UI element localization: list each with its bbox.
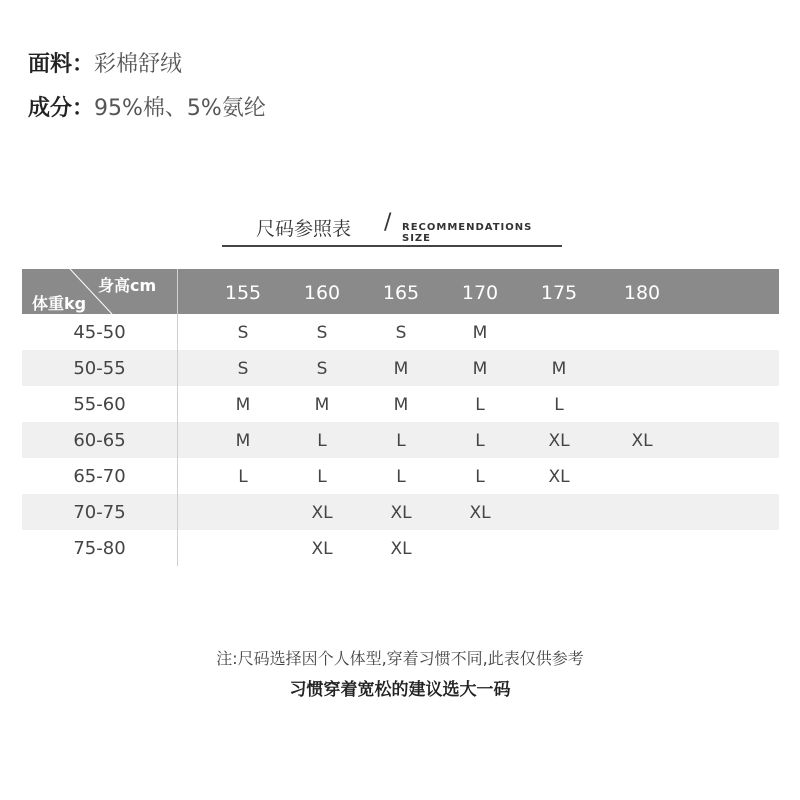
size-cell: XL <box>631 431 653 451</box>
size-cell: XL <box>390 503 412 523</box>
title-slash: / <box>384 210 392 235</box>
row-divider <box>177 422 178 458</box>
weight-axis-label: 体重kg <box>32 294 87 313</box>
table-row <box>22 350 779 386</box>
size-cell: L <box>317 467 327 487</box>
composition-label: 成分： <box>28 96 95 121</box>
size-cell: XL <box>390 539 412 559</box>
size-table-header <box>22 269 779 314</box>
weight-range: 55-60 <box>73 394 126 415</box>
size-cell: L <box>475 467 485 487</box>
table-row <box>22 494 779 530</box>
size-cell: L <box>475 431 485 451</box>
size-recommendation: 习惯穿着宽松的建议选大一码 <box>289 680 511 700</box>
weight-range: 60-65 <box>73 430 126 451</box>
size-table-body <box>22 314 779 566</box>
size-cell: M <box>235 431 251 451</box>
size-cell: S <box>316 323 328 343</box>
material-line <box>28 47 182 78</box>
table-row <box>22 386 779 422</box>
size-cell: L <box>317 431 327 451</box>
size-cell: S <box>395 323 407 343</box>
height-header: 170 <box>461 282 499 304</box>
size-cell: M <box>393 359 409 379</box>
size-cell: XL <box>548 431 570 451</box>
height-axis-label: 身高cm <box>98 276 157 295</box>
row-divider <box>177 458 178 494</box>
row-divider <box>177 494 178 530</box>
size-cell: S <box>237 359 249 379</box>
size-cell: M <box>472 359 488 379</box>
size-cell: M <box>235 395 251 415</box>
title-underline <box>222 245 562 247</box>
weight-range: 50-55 <box>73 358 126 379</box>
size-cell: L <box>554 395 564 415</box>
size-cell: S <box>316 359 328 379</box>
size-cell: L <box>396 467 406 487</box>
table-row <box>22 422 779 458</box>
weight-range: 45-50 <box>73 322 126 343</box>
material-value: 彩棉舒绒 <box>94 52 183 77</box>
size-cell: XL <box>469 503 491 523</box>
material-label: 面料： <box>28 52 95 77</box>
size-cell: M <box>314 395 330 415</box>
height-header: 165 <box>382 282 420 304</box>
size-chart-title <box>222 212 562 246</box>
row-divider <box>177 530 178 566</box>
composition-line <box>28 91 266 122</box>
table-row <box>22 530 779 566</box>
size-cell: L <box>238 467 248 487</box>
height-header: 155 <box>224 282 262 304</box>
size-chart-title-cn: 尺码参照表 <box>256 218 352 240</box>
weight-range: 65-70 <box>73 466 126 487</box>
size-chart-title-en: RECOMMENDATIONS SIZE <box>402 222 533 244</box>
row-divider <box>177 350 178 386</box>
size-cell: XL <box>311 503 333 523</box>
size-cell: M <box>551 359 567 379</box>
composition-value: 95%棉、5%氨纶 <box>94 96 266 121</box>
row-divider <box>177 314 178 350</box>
size-note: 注:尺码选择因个人体型,穿着习惯不同,此表仅供参考 <box>216 649 584 668</box>
size-cell: L <box>475 395 485 415</box>
size-cell: XL <box>548 467 570 487</box>
table-row <box>22 314 779 350</box>
row-divider <box>177 386 178 422</box>
size-table <box>22 269 779 566</box>
size-cell: S <box>237 323 249 343</box>
size-cell: XL <box>311 539 333 559</box>
size-cell: M <box>393 395 409 415</box>
size-cell: L <box>396 431 406 451</box>
table-row <box>22 458 779 494</box>
height-header: 160 <box>303 282 341 304</box>
header-divider <box>177 269 178 314</box>
height-header: 175 <box>540 282 578 304</box>
header-corner-cell <box>22 269 177 314</box>
size-cell: M <box>472 323 488 343</box>
weight-range: 75-80 <box>73 538 126 559</box>
height-header: 180 <box>623 282 661 304</box>
weight-range: 70-75 <box>73 502 126 523</box>
